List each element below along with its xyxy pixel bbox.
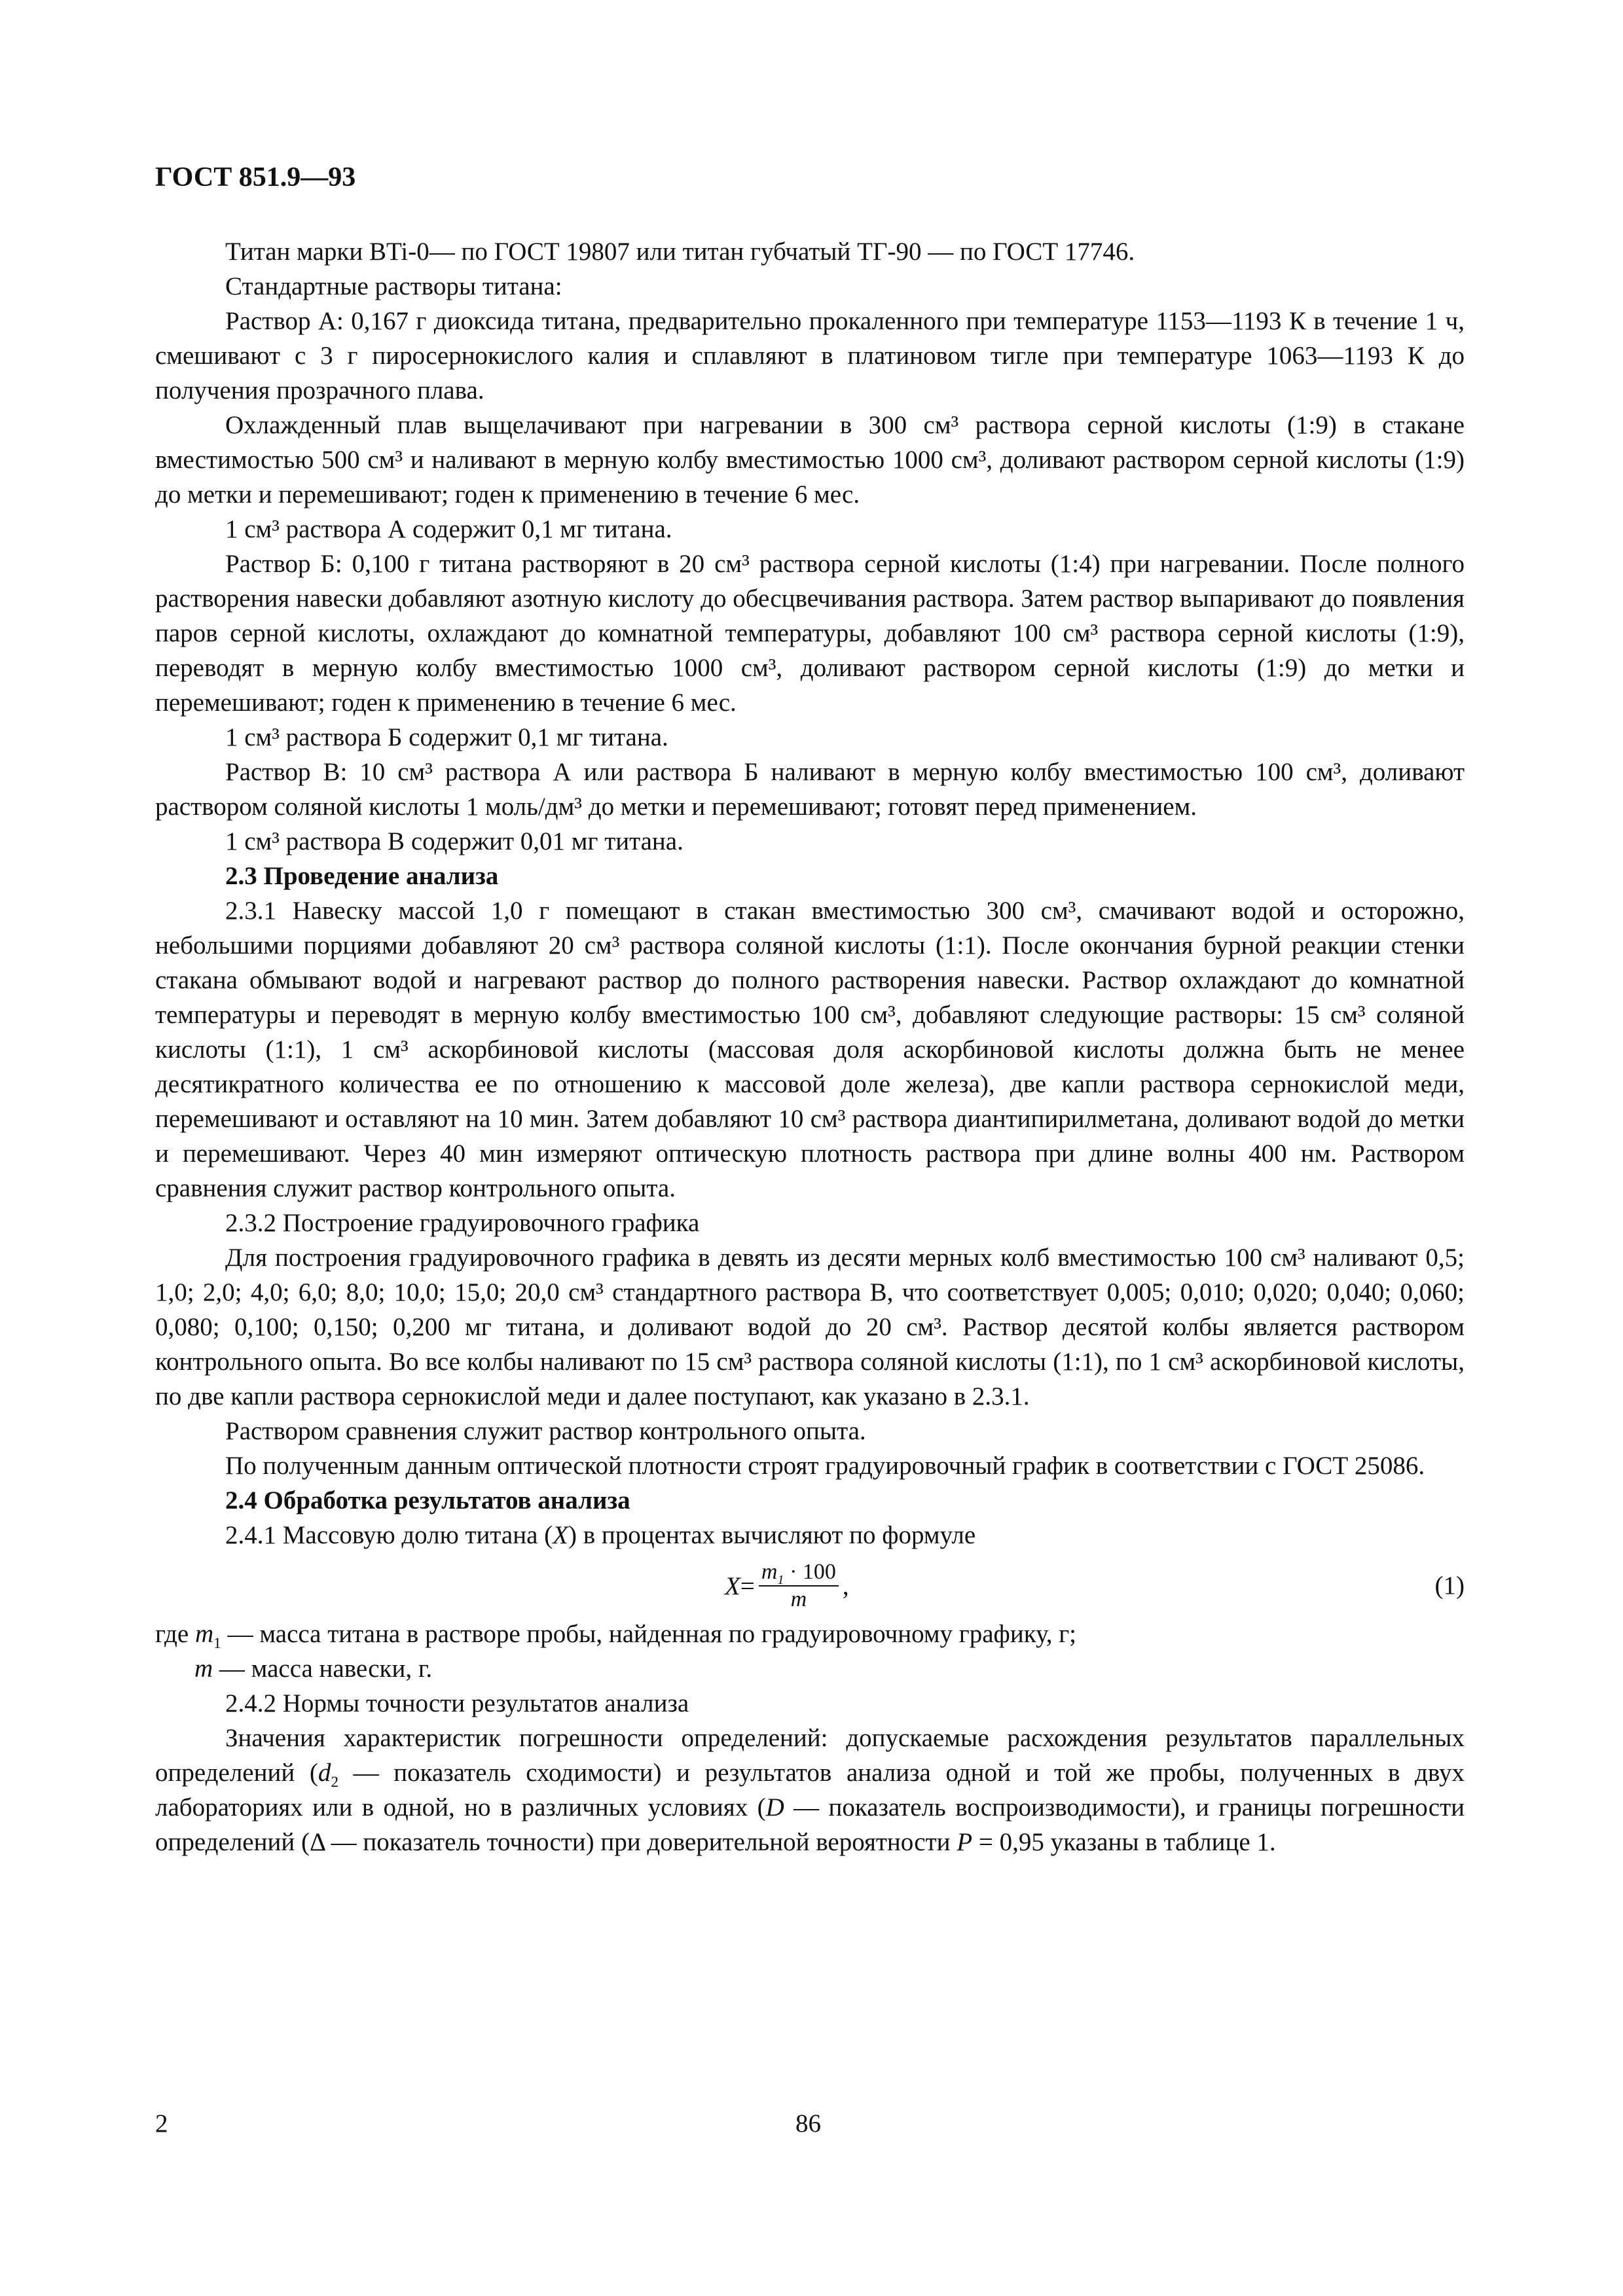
document-header: ГОСТ 851.9—93 — [155, 162, 356, 192]
equation-number: (1) — [1434, 1571, 1465, 1600]
text-run: Значения характеристик погрешности определений: допускаемые расхождения результатов параллельных определений ( — [155, 1724, 1465, 1787]
paragraph: 2.3.1 Навеску массой 1,0 г помещают в стакан вместимостью 300 см³, смачивают водой и осторожно, небольшими порциями добавляют 20 см³ раствора соляной кислоты (1:1). После окончания бурной реакции стенки стакана обмывают водой и нагревают раствор до полного растворения навески. Раствор охлаждают до комнатной температуры и переводят в мерную колбу вместимостью 100 см³, добавляют следующие растворы: 15 см³ соляной кислоты (1:1), 1 см³ аскорбиновой кислоты (массовая доля аскорбиновой кислоты должна быть не менее десятикратного количества ее по отношению к массовой доле железа), две капли раствора сернокислой меди, перемешивают и оставляют на 10 мин. Затем добавляют 10 см³ раствора диантипирилметана, доливают водой до метки и перемешивают. Через 40 мин измеряют оптическую плотность раствора при длине волны 400 нм. Раствором сравнения служит раствор контрольного опыта. — [155, 897, 1465, 1202]
text-run: — масса навески, г. — [213, 1655, 433, 1683]
subscript: 1 — [213, 1634, 221, 1652]
paragraph: Титан марки BTi-0— по ГОСТ 19807 или титан губчатый ТГ-90 — по ГОСТ 17746. — [225, 238, 1135, 266]
fraction-numerator — [759, 1559, 839, 1587]
formula-lhs: X — [725, 1571, 740, 1600]
formula — [725, 1558, 849, 1614]
paragraph: По полученным данным оптической плотности строят градуировочный график в соответствии с ГОСТ 25086. — [225, 1452, 1425, 1480]
num-var: m — [761, 1560, 778, 1584]
formula-line — [155, 1558, 1465, 1614]
fraction-denominator: m — [790, 1587, 807, 1611]
paragraph: Для построения градуировочного графика в девять из десяти мерных колб вместимостью 100 см³ наливают 0,5; 1,0; 2,0; 4,0; 6,0; 8,0; 10,0; 15,0; 20,0 см³ стандартного раствора В, что соответствует 0,005; 0,010; 0,020; 0,040; 0,060; 0,080; 0,100; 0,150; 0,200 мг титана, и доливают водой до 20 см³. Раствор десятой колбы является раствором контрольного опыта. Во все колбы наливают по 15 см³ раствора соляной кислоты (1:1), по 1 см³ аскорбиновой кислоты, по две капли раствора сернокислой меди и далее поступают, как указано в 2.3.1. — [155, 1244, 1465, 1410]
paragraph: Раствор А: 0,167 г диоксида титана, предварительно прокаленного при температуре 1153—1193 К в течение 1 ч, смешивают с 3 г пиросернокислого калия и сплавляют в платиновом тигле при температуре 1063—1193 К до получения прозрачного плава. — [155, 307, 1465, 404]
paragraph: 1 см³ раствора А содержит 0,1 мг титана. — [225, 515, 672, 543]
subsection-title: 2.3.2 Построение градуировочного графика — [225, 1209, 700, 1237]
variable: P — [957, 1828, 973, 1856]
text-run: = 0,95 указаны в таблице 1. — [972, 1828, 1276, 1856]
paragraph: Раствором сравнения служит раствор контрольного опыта. — [225, 1417, 866, 1445]
text-run: где — [155, 1620, 195, 1648]
text-run: 2.4.1 Массовую долю титана ( — [225, 1521, 553, 1549]
document-body — [155, 234, 1465, 1859]
subscript: 2 — [331, 1773, 339, 1791]
variable: m — [194, 1655, 213, 1683]
paragraph: 1 см³ раствора Б содержит 0,1 мг титана. — [225, 723, 668, 751]
num-rest: · 100 — [784, 1560, 836, 1584]
paragraph: Охлажденный плав выщелачивают при нагревании в 300 см³ раствора серной кислоты (1:9) в стакане вместимостью 500 см³ и наливают в мерную колбу вместимостью 1000 см³, доливают раствором серной кислоты (1:9) до метки и перемешивают; годен к применению в течение 6 мес. — [155, 411, 1465, 509]
paragraph: Раствор В: 10 см³ раствора А или раствора Б наливают в мерную колбу вместимостью 100 см³, доливают раствором соляной кислоты 1 моль/дм³ до метки и перемешивают; готовят перед применением. — [155, 758, 1465, 821]
text-run: — показатель воспроизводимости), и границы погрешности определений (Δ — показатель точности) при доверительной вероятности — [155, 1793, 1465, 1856]
num-sub: 1 — [777, 1572, 784, 1587]
text-run: — показатель сходимости) и результатов анализа одной и той же пробы, полученных в двух лабораториях или в одной, но в различных условиях ( — [155, 1759, 1465, 1821]
page-number-center: 86 — [795, 2109, 821, 2138]
definition-line — [155, 1617, 1465, 1651]
paragraph — [155, 1721, 1465, 1859]
text-run: ) в процентах вычисляют по формуле — [568, 1521, 976, 1549]
paragraph — [155, 1518, 1465, 1552]
section-heading: 2.4 Обработка результатов анализа — [225, 1486, 630, 1515]
definition-line — [155, 1651, 1465, 1686]
variable: D — [765, 1793, 784, 1821]
variable: d — [318, 1759, 331, 1787]
subsection-title: 2.4.2 Нормы точности результатов анализа — [225, 1689, 689, 1717]
formula-trail: , — [842, 1571, 849, 1600]
paragraph: 1 см³ раствора В содержит 0,01 мг титана. — [225, 827, 684, 855]
formula-equals: = — [740, 1571, 755, 1600]
section-heading: 2.3 Проведение анализа — [225, 862, 499, 890]
paragraph: Раствор Б: 0,100 г титана растворяют в 20 см³ раствора серной кислоты (1:4) при нагревании. После полного растворения навески добавляют азотную кислоту до обесцвечивания раствора. Затем раствор выпаривают до появления паров серной кислоты, охлаждают до комнатной температуры, добавляют 100 см³ раствора серной кислоты (1:9), переводят в мерную колбу вместимостью 1000 см³, доливают раствором серной кислоты (1:9) до метки и перемешивают; годен к применению в течение 6 мес. — [155, 550, 1465, 717]
variable: X — [553, 1521, 568, 1549]
variable: m — [194, 1620, 214, 1648]
paragraph: Стандартные растворы титана: — [225, 272, 562, 300]
formula-fraction — [759, 1559, 839, 1613]
page-number-left: 2 — [155, 2109, 168, 2138]
text-run: — масса титана в растворе пробы, найденная по градуировочному графику, г; — [221, 1620, 1077, 1648]
